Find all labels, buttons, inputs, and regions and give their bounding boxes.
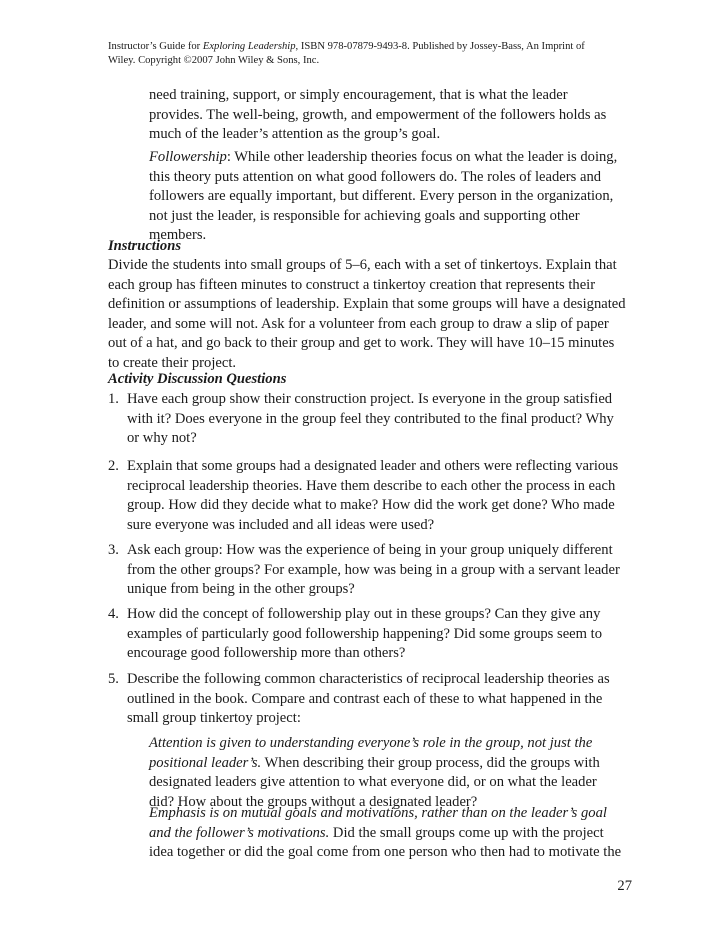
question-item-5: [108, 670, 628, 729]
question-number: 2.: [108, 458, 119, 474]
characteristic-item-2: [149, 804, 624, 863]
question-text: Describe the following common characteristics of reciprocal leadership theories as outlined in the book. Compare and contrast each of these to what happened in the small group tinkertoy project:: [127, 671, 610, 727]
instructions-heading: Instructions: [108, 238, 182, 254]
followership-text: : While other leadership theories focus on what the leader is doing, this theory puts attention on what good followers do. The roles of leaders and followers are equally important, but different. Every person in the organization, not just the leader, is responsible for achieving goals and supporting other members.: [149, 149, 618, 244]
question-number: 3.: [108, 542, 119, 558]
question-text: Ask each group: How was the experience of being in your group uniquely different from the other groups? For example, how was being in a group with a servant leader unique from being in the other groups?: [127, 542, 620, 598]
page-header: [108, 40, 608, 68]
question-number: 4.: [108, 606, 119, 622]
instructions-text: Divide the students into small groups of 5–6, each with a set of tinkertoys. Explain that each group has fifteen minutes to construct a tinkertoy creation that represents their definition or assumptions of leadership. Explain that some groups will have a designated leader, and some will not. Ask for a volunteer from each group to draw a slip of paper out of a hat, and go back to their group and get to work. They will have 10–15 minutes to create their project.: [108, 257, 626, 371]
question-item-4: [108, 605, 628, 664]
header-prefix: Instructor’s Guide for: [108, 41, 203, 52]
discussion-heading: Activity Discussion Questions: [108, 371, 287, 387]
question-number: 5.: [108, 671, 119, 687]
question-text: How did the concept of followership play out in these groups? Can they give any examples of particularly good followership happening? Did some groups seem to encourage good followership more than others?: [127, 606, 602, 662]
question-item-1: [108, 390, 628, 449]
followership-term: Followership: [149, 149, 227, 165]
header-copyright: Wiley. Copyright ©2007 John Wiley & Sons, Inc.: [108, 55, 320, 66]
intro-text: need training, support, or simply encouragement, that is what the leader provides. The well-being, growth, and empowerment of the followers holds as much of the leader’s attention as the group’s goal.: [149, 87, 607, 143]
header-book-title: Exploring Leadership: [202, 41, 296, 52]
characteristic-item-1: [149, 734, 624, 812]
question-item-2: [108, 457, 628, 535]
header-suffix: , ISBN 978-07879-9493-8. Published by Jossey-Bass, An Imprint of: [295, 41, 585, 52]
followership-paragraph: [149, 148, 624, 246]
page-number: 27: [617, 878, 632, 894]
characteristic-text: When describing their group process, did the groups with designated leaders give attention to what everyone did, or on what the leader did? How about the groups without a designated leader?: [149, 754, 600, 810]
question-item-3: [108, 541, 628, 600]
question-text: Have each group show their construction project. Is everyone in the group satisfied with it? Does everyone in the group feel they contributed to the final product? Why or why not?: [127, 391, 614, 447]
characteristic-text: Did the small groups come up with the project idea together or did the goal come from one person who then had to motivate the: [149, 824, 622, 861]
question-text: Explain that some groups had a designated leader and others were reflecting various reciprocal leadership theories. Have them describe to each other the process in each group. How did they decide what to make? How did the work get done? Who made sure everyone was included and all ideas were used?: [127, 458, 619, 533]
characteristic-statement: Attention is given to understanding everyone’s role in the group, not just the positional leader’s.: [149, 735, 593, 771]
intro-paragraph: [149, 86, 624, 145]
characteristic-statement: Emphasis is on mutual goals and motivations, rather than on the leader’s goal and the follower’s motivations.: [149, 805, 607, 841]
question-number: 1.: [108, 391, 119, 407]
